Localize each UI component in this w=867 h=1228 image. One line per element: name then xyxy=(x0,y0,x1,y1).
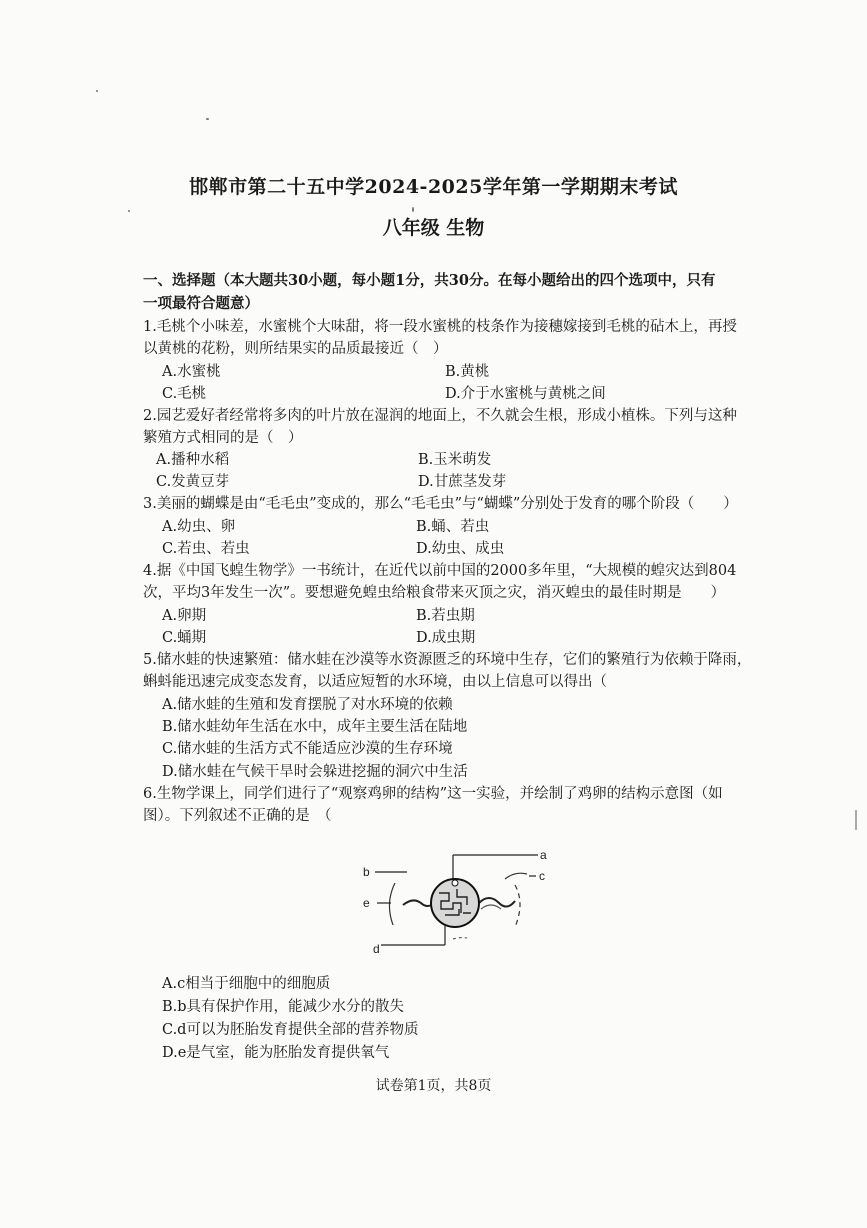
label-e: e xyxy=(363,896,370,910)
section-heading-cont: 一项最符合题意） xyxy=(143,295,259,312)
q6-option-d: D.e是气室，能为胚胎发育提供氧气 xyxy=(162,1045,390,1061)
exam-title: 邯郸市第二十五中学2024-2025学年第一学期期末考试 xyxy=(189,176,678,198)
q2-option-c: C.发黄豆芽 xyxy=(156,474,230,490)
question-6-text: 6.生物学课上，同学们进行了“观察鸡卵的结构”这一实验，并绘制了鸡卵的结构示意图（如 xyxy=(143,786,723,802)
q1-option-a: A.水蜜桃 xyxy=(162,364,221,380)
question-5-text-cont: 蝌蚪能迅速完成变态发育，以适应短暂的水环境，由以上信息可以得出（ xyxy=(143,674,607,690)
q5-option-c: C.储水蛙的生活方式不能适应沙漠的生存环境 xyxy=(162,741,453,757)
q6-option-b: B.b具有保护作用，能减少水分的散失 xyxy=(162,999,405,1015)
q5-option-d: D.储水蛙在气候干旱时会躲进挖掘的洞穴中生活 xyxy=(162,764,468,780)
germinal-disc xyxy=(452,880,458,886)
eggshell-arc xyxy=(389,883,395,925)
scan-speck xyxy=(206,118,209,120)
question-2-text-cont: 繁殖方式相同的是（ ） xyxy=(143,430,303,446)
label-c: c xyxy=(539,869,545,883)
question-3-text: 3.美丽的蝴蝶是由“毛毛虫”变成的，那么“毛毛虫”与“蝴蝶”分别处于发育的哪个阶段（ ） xyxy=(143,496,738,512)
question-1-text: 1.毛桃个小味差，水蜜桃个大味甜，将一段水蜜桃的枝条作为接穗嫁接到毛桃的砧木上，再授 xyxy=(143,319,737,335)
question-4-text: 4.据《中国飞蝗生物学》一书统计，在近代以前中国的2000多年里，“大规模的蝗灾达到804 xyxy=(143,563,737,579)
scan-speck xyxy=(96,90,98,92)
q1-option-c: C.毛桃 xyxy=(162,386,207,402)
label-a: a xyxy=(540,848,547,862)
q6-option-a: A.c相当于细胞中的细胞质 xyxy=(162,976,331,992)
label-b: b xyxy=(363,865,370,879)
question-2-text: 2.园艺爱好者经常将多肉的叶片放在湿润的地面上，不久就会生根，形成小植株。下列与这种 xyxy=(143,408,737,424)
label-d: d xyxy=(373,942,380,956)
q5-option-b: B.储水蛙幼年生活在水中，成年主要生活在陆地 xyxy=(162,719,468,735)
eggshell-arc-right xyxy=(515,885,520,927)
egg-structure-diagram xyxy=(355,843,565,958)
q3-option-a: A.幼虫、卵 xyxy=(162,519,236,535)
chalaza-right xyxy=(479,898,515,907)
q3-option-c: C.若虫、若虫 xyxy=(162,541,250,557)
q2-option-a: A.播种水稻 xyxy=(156,452,230,468)
q1-option-d: D.介于水蜜桃与黄桃之间 xyxy=(445,386,606,402)
q3-option-d: D.幼虫、成虫 xyxy=(416,541,505,557)
question-1-text-cont: 以黄桃的花粉，则所结果实的品质最接近（ ） xyxy=(143,341,448,357)
page-number-footer: 试卷第1页，共8页 xyxy=(375,1078,492,1094)
question-6-text-cont: 图）。下列叙述不正确的是 （ xyxy=(143,808,332,824)
scan-edge-mark xyxy=(855,810,857,830)
q6-option-c: C.d可以为胚胎发育提供全部的营养物质 xyxy=(162,1022,419,1038)
question-4-text-cont: 次，平均3年发生一次”。要想避免蝗虫给粮食带来灭顶之灾，消灭蝗虫的最佳时期是 ） xyxy=(143,585,726,601)
q4-option-c: C.蛹期 xyxy=(162,630,207,646)
q3-option-b: B.蛹、若虫 xyxy=(416,519,490,535)
q1-option-b: B.黄桃 xyxy=(445,364,490,380)
q5-option-a: A.储水蛙的生殖和发育摆脱了对水环境的依赖 xyxy=(162,697,453,713)
question-5-text: 5.储水蛙的快速繁殖：储水蛙在沙漠等水资源匮乏的环境中生存，它们的繁殖行为依赖于降雨， xyxy=(143,652,752,668)
section-heading: 一、选择题（本大题共30小题，每小题1分，共30分。在每小题给出的四个选项中，只有 xyxy=(143,272,716,289)
q4-option-a: A.卵期 xyxy=(162,608,207,624)
exam-subtitle: 八年级 生物 xyxy=(382,217,485,239)
leader-line-c xyxy=(505,873,527,879)
scan-speck xyxy=(412,207,414,212)
q4-option-b: B.若虫期 xyxy=(416,608,475,624)
q2-option-b: B.玉米萌发 xyxy=(418,452,492,468)
q4-option-d: D.成虫期 xyxy=(416,630,476,646)
q2-option-d: D.甘蔗茎发芽 xyxy=(418,474,507,490)
scan-speck xyxy=(128,210,130,212)
